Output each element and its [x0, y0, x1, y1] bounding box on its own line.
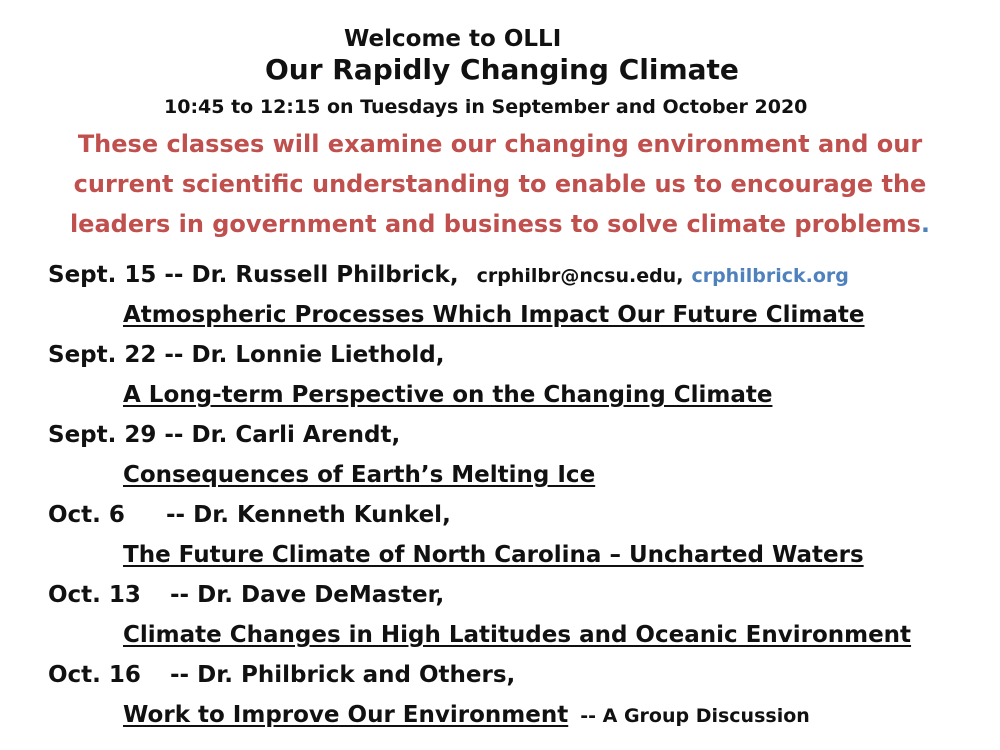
description-line-2: current scientific understanding to enable us to encourage the [73, 170, 927, 198]
session-1-speaker [48, 264, 849, 287]
description-line-1: These classes will examine our changing environment and our [77, 130, 923, 158]
session-6-topic-line [123, 704, 810, 727]
session-3-topic: Consequences of Earth’s Melting Ice [123, 462, 596, 488]
session-5-date: Oct. 13 [48, 582, 141, 608]
session-4-date: Oct. 6 [48, 502, 125, 528]
session-2-topic: A Long-term Perspective on the Changing Climate [123, 382, 773, 408]
session-6-date: Oct. 16 [48, 662, 141, 688]
session-4-speaker-name: -- Dr. Kenneth Kunkel, [166, 502, 451, 528]
session-6-speaker [48, 664, 515, 687]
session-1-topic: Atmospheric Processes Which Impact Our Future Climate [123, 302, 865, 328]
session-5-speaker-name: -- Dr. Dave DeMaster, [170, 582, 445, 608]
session-2-speaker-name: -- Dr. Lonnie Liethold, [156, 342, 445, 368]
session-2-date: Sept. 22 [48, 342, 157, 368]
session-3-speaker-name: -- Dr. Carli Arendt, [156, 422, 401, 448]
welcome-heading: Welcome to OLLI [344, 26, 562, 52]
course-schedule: 10:45 to 12:15 on Tuesdays in September and October 2020 [164, 96, 808, 118]
session-6-note: -- A Group Discussion [580, 705, 810, 727]
session-5-topic: Climate Changes in High Latitudes and Oceanic Environment [123, 622, 912, 648]
session-1-email[interactable]: crphilbr@ncsu.edu, [476, 265, 684, 287]
session-1-speaker-name: -- Dr. Russell Philbrick, [156, 262, 459, 288]
session-3-date: Sept. 29 [48, 422, 157, 448]
description-period: . [920, 210, 931, 238]
session-2-speaker [48, 344, 444, 367]
session-4-speaker [48, 504, 451, 527]
description-line-3 [0, 212, 1000, 236]
session-1-website-link[interactable]: crphilbrick.org [691, 265, 849, 287]
session-3-speaker [48, 424, 400, 447]
session-5-speaker [48, 584, 444, 607]
course-title: Our Rapidly Changing Climate [265, 53, 739, 86]
session-6-topic: Work to Improve Our Environment [123, 702, 569, 728]
description-line-3-text: leaders in government and business to solve climate problems [69, 210, 921, 238]
session-1-date: Sept. 15 [48, 262, 157, 288]
session-4-topic: The Future Climate of North Carolina – Uncharted Waters [123, 542, 864, 568]
session-6-speaker-name: -- Dr. Philbrick and Others, [170, 662, 516, 688]
